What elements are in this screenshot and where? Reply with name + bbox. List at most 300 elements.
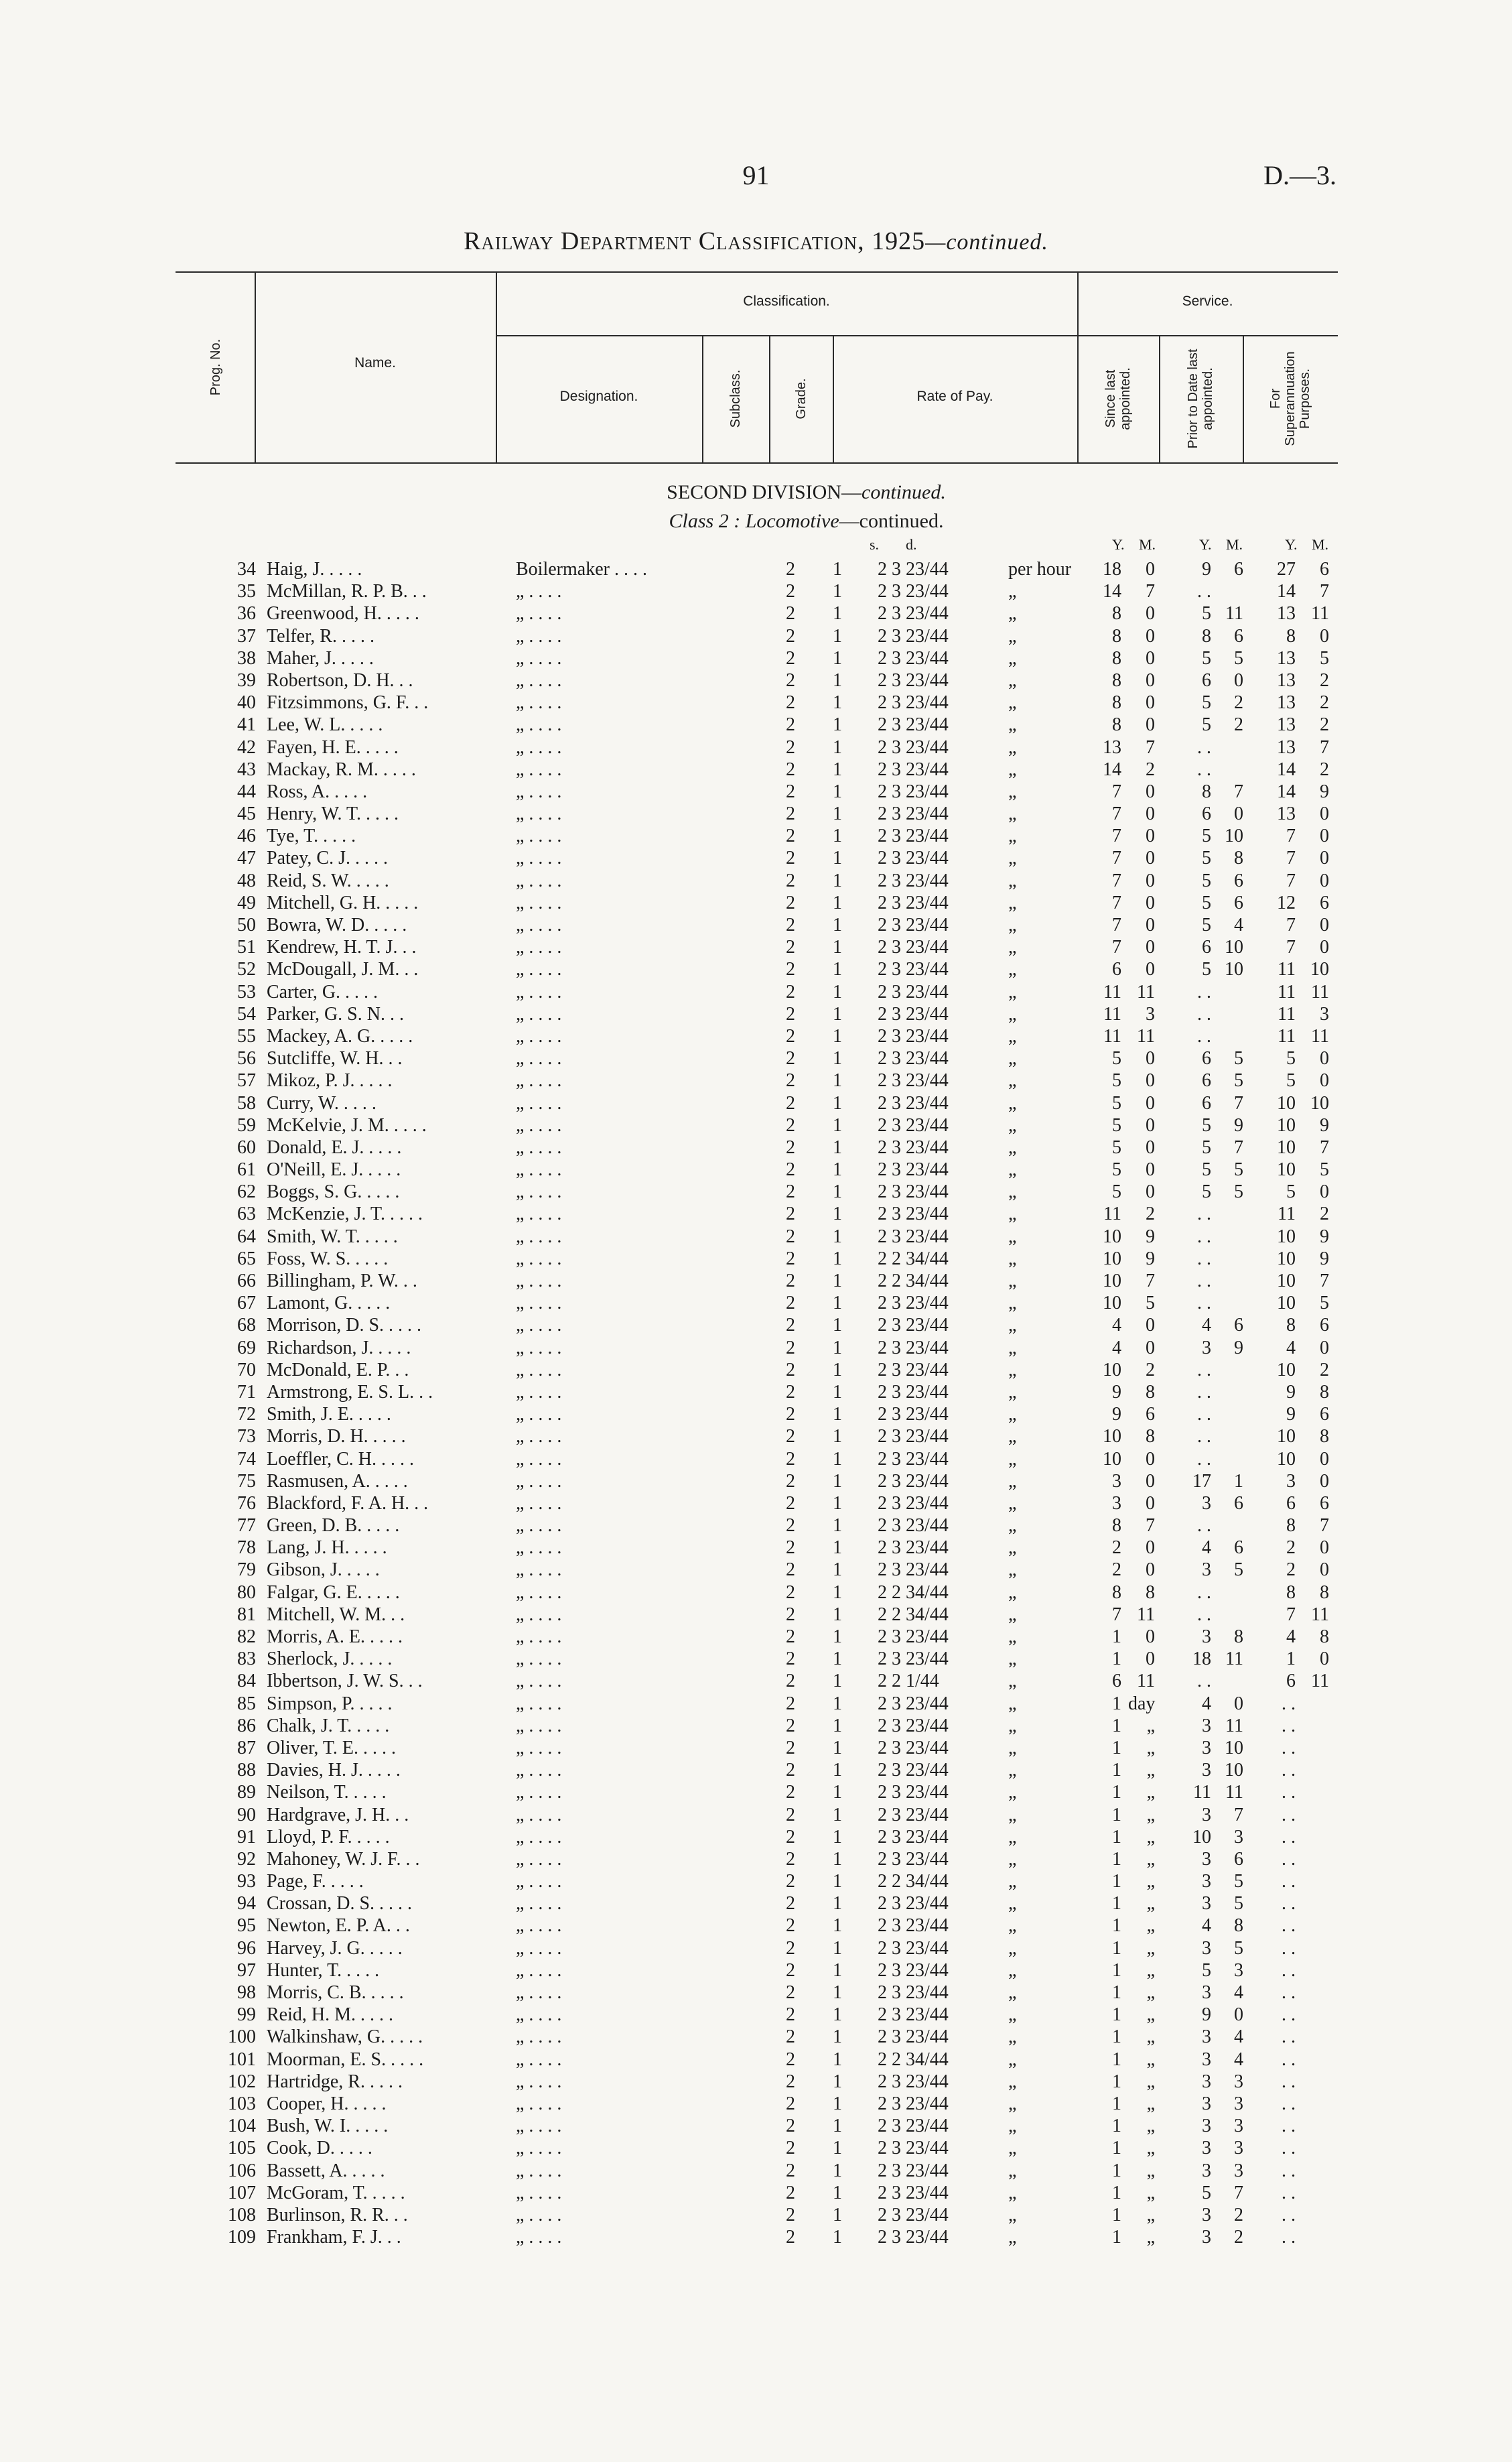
subclass: 2 bbox=[786, 937, 795, 958]
prior-years: . . bbox=[1197, 1604, 1211, 1625]
employee-name: Mitchell, W. M. . . bbox=[267, 1604, 405, 1625]
rate-of-pay: 2 2 34/44 bbox=[878, 1604, 949, 1625]
unit-months-prior: M. bbox=[1226, 536, 1243, 553]
rate-unit: „ bbox=[1008, 1070, 1017, 1092]
super-months: 2 bbox=[1320, 1359, 1329, 1380]
subclass: 2 bbox=[786, 826, 795, 847]
rate-of-pay: 2 3 23/44 bbox=[878, 1782, 949, 1803]
since-months: „ bbox=[1146, 1959, 1155, 1981]
prog-no: 99 bbox=[237, 2004, 256, 2026]
designation: „ . . . . bbox=[516, 2160, 562, 2181]
super-years: . . bbox=[1282, 2182, 1296, 2203]
since-years: 2 bbox=[1112, 1559, 1121, 1581]
super-months: 2 bbox=[1320, 714, 1329, 736]
rate-of-pay: 2 3 23/44 bbox=[878, 870, 949, 891]
rate-unit: „ bbox=[1008, 1515, 1017, 1537]
since-years: 11 bbox=[1103, 1025, 1121, 1047]
designation: „ . . . . bbox=[516, 1515, 562, 1537]
subclass: 2 bbox=[786, 1959, 795, 1981]
super-years: 7 bbox=[1286, 870, 1296, 891]
since-years: 14 bbox=[1103, 759, 1121, 780]
prog-no: 78 bbox=[237, 1537, 256, 1559]
prior-months: 11 bbox=[1225, 1715, 1243, 1736]
employee-name: O'Neill, E. J. . . . . bbox=[267, 1159, 401, 1181]
table-row bbox=[0, 803, 1512, 825]
subclass: 2 bbox=[786, 2204, 795, 2225]
rate-unit: „ bbox=[1008, 714, 1017, 736]
employee-name: Cook, D. . . . . bbox=[267, 2138, 372, 2159]
rate-of-pay: 2 3 23/44 bbox=[878, 1937, 949, 1959]
since-months: „ bbox=[1146, 1737, 1155, 1758]
prior-months: 5 bbox=[1234, 1937, 1243, 1959]
title-continued: —continued. bbox=[925, 230, 1048, 255]
prior-months: 11 bbox=[1225, 1782, 1243, 1803]
subclass: 2 bbox=[786, 1092, 795, 1114]
super-months: 0 bbox=[1320, 803, 1329, 825]
rate-of-pay: 2 3 23/44 bbox=[878, 2227, 949, 2248]
subclass: 2 bbox=[786, 669, 795, 691]
prog-no: 64 bbox=[237, 1226, 256, 1247]
rate-of-pay: 2 3 23/44 bbox=[878, 1537, 949, 1559]
grade: 1 bbox=[833, 1492, 842, 1514]
grade: 1 bbox=[833, 781, 842, 802]
subclass: 2 bbox=[786, 1337, 795, 1358]
prior-years: 3 bbox=[1202, 2071, 1211, 2092]
prog-no: 109 bbox=[228, 2227, 256, 2248]
prior-years: 3 bbox=[1202, 1559, 1211, 1581]
grade: 1 bbox=[833, 1804, 842, 1825]
employee-name: Morris, A. E. . . . . bbox=[267, 1626, 403, 1647]
prior-months: 8 bbox=[1234, 1626, 1243, 1647]
table-row bbox=[0, 1359, 1512, 1381]
page-reference: D.—3. bbox=[1263, 160, 1336, 190]
super-months: 0 bbox=[1320, 1181, 1329, 1203]
super-years: 10 bbox=[1277, 1271, 1296, 1291]
prog-no: 73 bbox=[237, 1426, 256, 1447]
since-years: 18 bbox=[1103, 559, 1121, 580]
table-row bbox=[0, 892, 1512, 914]
grade: 1 bbox=[833, 1092, 842, 1114]
designation: „ . . . . bbox=[516, 1137, 562, 1158]
since-months: 0 bbox=[1146, 870, 1155, 891]
prog-no: 68 bbox=[237, 1315, 256, 1336]
prior-months: 3 bbox=[1234, 2071, 1243, 2092]
super-years: 10 bbox=[1277, 1092, 1296, 1114]
designation: „ . . . . bbox=[516, 1626, 562, 1647]
designation: „ . . . . bbox=[516, 625, 562, 647]
rate-unit: „ bbox=[1008, 1381, 1017, 1403]
super-years: . . bbox=[1282, 2026, 1296, 2048]
prog-no: 54 bbox=[237, 1003, 256, 1025]
designation: „ . . . . bbox=[516, 1226, 562, 1247]
rate-unit: „ bbox=[1008, 2182, 1017, 2203]
since-years: 10 bbox=[1103, 1359, 1121, 1380]
prior-years: . . bbox=[1197, 1426, 1211, 1447]
prior-years: . . bbox=[1197, 1515, 1211, 1537]
subclass: 2 bbox=[786, 1693, 795, 1714]
since-years: 10 bbox=[1103, 1248, 1121, 1269]
since-years: 2 bbox=[1112, 1537, 1121, 1559]
rate-of-pay: 2 3 23/44 bbox=[878, 959, 949, 980]
table-row bbox=[0, 1047, 1512, 1070]
subclass: 2 bbox=[786, 1181, 795, 1203]
prog-no: 76 bbox=[237, 1492, 256, 1514]
prior-years: 5 bbox=[1202, 1181, 1211, 1203]
grade: 1 bbox=[833, 1559, 842, 1581]
table-row bbox=[0, 1959, 1512, 1982]
employee-name: Falgar, G. E. . . . . bbox=[267, 1581, 400, 1603]
prior-years: 3 bbox=[1202, 1337, 1211, 1358]
grade: 1 bbox=[833, 1648, 842, 1670]
grade: 1 bbox=[833, 981, 842, 1002]
subclass: 2 bbox=[786, 1048, 795, 1070]
prog-no: 67 bbox=[237, 1293, 256, 1314]
prior-years: 3 bbox=[1202, 1871, 1211, 1892]
prior-years: . . bbox=[1197, 1293, 1211, 1314]
super-months: 6 bbox=[1320, 1315, 1329, 1336]
prog-no: 50 bbox=[237, 915, 256, 935]
designation: „ . . . . bbox=[516, 669, 562, 691]
table-row bbox=[0, 1181, 1512, 1203]
employee-name: Crossan, D. S. . . . . bbox=[267, 1893, 413, 1915]
grade: 1 bbox=[833, 1114, 842, 1136]
employee-name: Mackay, R. M. . . . . bbox=[267, 759, 416, 780]
designation: „ . . . . bbox=[516, 2071, 562, 2092]
super-months: 11 bbox=[1311, 981, 1329, 1002]
table-row bbox=[0, 736, 1512, 759]
since-years: 8 bbox=[1112, 625, 1121, 647]
since-months: day bbox=[1128, 1693, 1156, 1714]
grade: 1 bbox=[833, 625, 842, 647]
super-months: 9 bbox=[1320, 1248, 1329, 1269]
prior-months: 8 bbox=[1234, 848, 1243, 869]
prog-no: 80 bbox=[237, 1581, 256, 1603]
rate-unit: „ bbox=[1008, 1137, 1017, 1158]
prog-no: 84 bbox=[237, 1671, 256, 1692]
designation: „ . . . . bbox=[516, 826, 562, 847]
col-rule-7 bbox=[1159, 335, 1160, 462]
table-row bbox=[0, 669, 1512, 692]
subclass: 2 bbox=[786, 2160, 795, 2181]
grade: 1 bbox=[833, 1381, 842, 1403]
rate-unit: „ bbox=[1008, 1181, 1017, 1203]
designation: „ . . . . bbox=[516, 1671, 562, 1692]
prior-years: 6 bbox=[1202, 669, 1211, 691]
employee-name: Newton, E. P. A. . . bbox=[267, 1915, 410, 1937]
super-years: 8 bbox=[1286, 625, 1296, 647]
table-row bbox=[0, 1693, 1512, 1715]
designation: „ . . . . bbox=[516, 848, 562, 869]
prior-years: . . bbox=[1197, 1381, 1211, 1403]
designation: „ . . . . bbox=[516, 2204, 562, 2225]
super-months: 9 bbox=[1320, 1226, 1329, 1247]
since-months: 0 bbox=[1146, 1492, 1155, 1514]
rate-unit: „ bbox=[1008, 647, 1017, 669]
super-months: 0 bbox=[1320, 915, 1329, 935]
since-months: 0 bbox=[1146, 915, 1155, 935]
prior-years: 6 bbox=[1202, 1070, 1211, 1092]
table-row bbox=[0, 625, 1512, 647]
subclass: 2 bbox=[786, 848, 795, 869]
super-months: 0 bbox=[1320, 1537, 1329, 1559]
table-row bbox=[0, 2226, 1512, 2248]
rate-of-pay: 2 3 23/44 bbox=[878, 1048, 949, 1070]
subclass: 2 bbox=[786, 981, 795, 1002]
table-row bbox=[0, 981, 1512, 1003]
subclass: 2 bbox=[786, 1271, 795, 1291]
prior-months: 6 bbox=[1234, 870, 1243, 891]
super-months: 11 bbox=[1311, 1604, 1329, 1625]
prior-years: 3 bbox=[1202, 1893, 1211, 1915]
table-row bbox=[0, 1781, 1512, 1803]
prior-months: 8 bbox=[1234, 1915, 1243, 1937]
rate-of-pay: 2 3 23/44 bbox=[878, 1159, 949, 1181]
designation: „ . . . . bbox=[516, 1070, 562, 1092]
super-years: 1 bbox=[1286, 1648, 1296, 1670]
prog-no: 77 bbox=[237, 1515, 256, 1537]
employee-name: Boggs, S. G. . . . . bbox=[267, 1181, 400, 1203]
prior-months: 5 bbox=[1234, 1070, 1243, 1092]
designation: „ . . . . bbox=[516, 1604, 562, 1625]
prior-years: 8 bbox=[1202, 625, 1211, 647]
unit-months-since: M. bbox=[1139, 536, 1156, 553]
subclass: 2 bbox=[786, 1581, 795, 1603]
prior-years: 3 bbox=[1202, 1492, 1211, 1514]
since-years: 5 bbox=[1112, 1137, 1121, 1158]
prog-no: 74 bbox=[237, 1448, 256, 1470]
employee-name: Lang, J. H. . . . . bbox=[267, 1537, 387, 1559]
since-years: 11 bbox=[1103, 1204, 1121, 1225]
designation: „ . . . . bbox=[516, 2182, 562, 2203]
prior-years: 5 bbox=[1202, 959, 1211, 980]
since-years: 6 bbox=[1112, 959, 1121, 980]
super-years: 13 bbox=[1277, 647, 1296, 669]
class-continued: —continued. bbox=[839, 510, 944, 532]
rate-of-pay: 2 3 23/44 bbox=[878, 625, 949, 647]
prog-no: 51 bbox=[237, 937, 256, 958]
prior-years: 5 bbox=[1202, 692, 1211, 714]
since-months: „ bbox=[1146, 1804, 1155, 1825]
table-row bbox=[0, 781, 1512, 803]
employee-name: Morrison, D. S. . . . . bbox=[267, 1315, 422, 1336]
rate-unit: „ bbox=[1008, 1003, 1017, 1025]
since-years: 1 bbox=[1112, 1893, 1121, 1915]
table-row bbox=[0, 2137, 1512, 2159]
rate-unit: „ bbox=[1008, 981, 1017, 1002]
designation: „ . . . . bbox=[516, 1782, 562, 1803]
since-months: „ bbox=[1146, 1893, 1155, 1915]
super-years: 8 bbox=[1286, 1515, 1296, 1537]
rate-of-pay: 2 3 23/44 bbox=[878, 581, 949, 602]
rate-unit: „ bbox=[1008, 959, 1017, 980]
since-months: „ bbox=[1146, 1760, 1155, 1781]
rate-of-pay: 2 3 23/44 bbox=[878, 1470, 949, 1492]
prior-years: 5 bbox=[1202, 647, 1211, 669]
designation: „ . . . . bbox=[516, 603, 562, 625]
since-months: 0 bbox=[1146, 1648, 1155, 1670]
table-row bbox=[0, 1292, 1512, 1314]
rate-of-pay: 2 2 34/44 bbox=[878, 1271, 949, 1291]
col-rule-8 bbox=[1243, 335, 1244, 462]
since-months: 0 bbox=[1146, 1470, 1155, 1492]
table-row bbox=[0, 1425, 1512, 1447]
subclass: 2 bbox=[786, 1448, 795, 1470]
employee-name: Carter, G. . . . . bbox=[267, 981, 379, 1002]
employee-name: Fitzsimmons, G. F. . . bbox=[267, 692, 429, 714]
super-years: 14 bbox=[1277, 759, 1296, 780]
employee-name: Sutcliffe, W. H. . . bbox=[267, 1048, 403, 1070]
since-months: „ bbox=[1146, 2026, 1155, 2048]
subclass: 2 bbox=[786, 1404, 795, 1425]
prior-years: 3 bbox=[1202, 2204, 1211, 2225]
rate-of-pay: 2 3 23/44 bbox=[878, 2093, 949, 2114]
since-years: 1 bbox=[1112, 1915, 1121, 1937]
subclass: 2 bbox=[786, 1515, 795, 1537]
designation: „ . . . . bbox=[516, 1760, 562, 1781]
prior-months: 4 bbox=[1234, 1982, 1243, 2003]
since-months: „ bbox=[1146, 2138, 1155, 2159]
prior-years: 3 bbox=[1202, 1715, 1211, 1736]
prior-years: 11 bbox=[1193, 1782, 1211, 1803]
prog-no: 100 bbox=[228, 2026, 256, 2048]
since-months: „ bbox=[1146, 1982, 1155, 2003]
rate-of-pay: 2 3 23/44 bbox=[878, 1737, 949, 1758]
rate-unit: „ bbox=[1008, 1871, 1017, 1892]
employee-name: Rasmusen, A. . . . . bbox=[267, 1470, 408, 1492]
table-row bbox=[0, 2204, 1512, 2226]
prior-months: 9 bbox=[1234, 1337, 1243, 1358]
since-years: 1 bbox=[1112, 2049, 1121, 2070]
subclass: 2 bbox=[786, 892, 795, 913]
super-years: 11 bbox=[1278, 1204, 1296, 1225]
since-years: 11 bbox=[1103, 981, 1121, 1002]
unit-years-super: Y. bbox=[1285, 536, 1298, 553]
employee-name: Hardgrave, J. H. . . bbox=[267, 1804, 409, 1825]
subclass: 2 bbox=[786, 1648, 795, 1670]
prior-years: . . bbox=[1197, 1025, 1211, 1047]
super-months: 0 bbox=[1320, 1048, 1329, 1070]
table-row bbox=[0, 1581, 1512, 1604]
rate-of-pay: 2 3 23/44 bbox=[878, 1359, 949, 1380]
rate-of-pay: 2 3 23/44 bbox=[878, 1959, 949, 1981]
grade: 1 bbox=[833, 915, 842, 935]
employee-name: Richardson, J. . . . . bbox=[267, 1337, 411, 1358]
grade: 1 bbox=[833, 1003, 842, 1025]
prog-no: 63 bbox=[237, 1204, 256, 1225]
rate-unit: „ bbox=[1008, 781, 1017, 802]
designation: „ . . . . bbox=[516, 1404, 562, 1425]
super-months: 10 bbox=[1310, 1092, 1329, 1114]
since-months: 11 bbox=[1137, 1025, 1155, 1047]
prog-no: 93 bbox=[237, 1871, 256, 1892]
since-months: 0 bbox=[1146, 625, 1155, 647]
prior-months: 11 bbox=[1225, 1648, 1243, 1670]
employee-name: Robertson, D. H. . . bbox=[267, 669, 413, 691]
prior-months: 5 bbox=[1234, 1893, 1243, 1915]
prog-no: 52 bbox=[237, 959, 256, 980]
since-years: 8 bbox=[1112, 603, 1121, 625]
since-months: 8 bbox=[1146, 1381, 1155, 1403]
employee-name: Henry, W. T. . . . . bbox=[267, 803, 399, 825]
rate-of-pay: 2 3 23/44 bbox=[878, 2116, 949, 2137]
prior-years: 3 bbox=[1202, 1982, 1211, 2003]
since-months: 11 bbox=[1137, 981, 1155, 1002]
since-years: 1 bbox=[1112, 1760, 1121, 1781]
super-years: 27 bbox=[1277, 559, 1296, 580]
grade: 1 bbox=[833, 1470, 842, 1492]
super-years: 14 bbox=[1277, 581, 1296, 602]
rate-of-pay: 2 3 23/44 bbox=[878, 781, 949, 802]
table-row bbox=[0, 1514, 1512, 1537]
designation: „ . . . . bbox=[516, 1915, 562, 1937]
since-years: 14 bbox=[1103, 581, 1121, 602]
designation: Boilermaker . . . . bbox=[516, 559, 647, 580]
since-years: 1 bbox=[1112, 1826, 1121, 1848]
grade: 1 bbox=[833, 669, 842, 691]
rate-unit: „ bbox=[1008, 2049, 1017, 2070]
grade: 1 bbox=[833, 1293, 842, 1314]
employee-name: Sherlock, J. . . . . bbox=[267, 1648, 393, 1670]
prior-months: 5 bbox=[1234, 1048, 1243, 1070]
employee-name: McKelvie, J. M. . . . . bbox=[267, 1114, 427, 1136]
prog-no: 56 bbox=[237, 1048, 256, 1070]
prior-months: 2 bbox=[1234, 2204, 1243, 2225]
rate-unit: „ bbox=[1008, 1159, 1017, 1181]
rate-unit: „ bbox=[1008, 1848, 1017, 1870]
rate-of-pay: 2 3 23/44 bbox=[878, 1404, 949, 1425]
header-rate: Rate of Pay. bbox=[916, 389, 993, 404]
super-years: 3 bbox=[1286, 1470, 1296, 1492]
since-months: 0 bbox=[1146, 1626, 1155, 1647]
prog-no: 87 bbox=[237, 1737, 256, 1758]
since-months: „ bbox=[1146, 1937, 1155, 1959]
subclass: 2 bbox=[786, 1804, 795, 1825]
rate-of-pay: 2 3 23/44 bbox=[878, 1114, 949, 1136]
prior-months: 7 bbox=[1234, 2182, 1243, 2203]
designation: „ . . . . bbox=[516, 781, 562, 802]
table-row bbox=[0, 2182, 1512, 2204]
prog-no: 43 bbox=[237, 759, 256, 780]
prog-no: 37 bbox=[237, 625, 256, 647]
super-months: 7 bbox=[1320, 1137, 1329, 1158]
rate-of-pay: 2 3 23/44 bbox=[878, 647, 949, 669]
grade: 1 bbox=[833, 1315, 842, 1336]
rate-of-pay: 2 3 23/44 bbox=[878, 1070, 949, 1092]
prior-years: 5 bbox=[1202, 892, 1211, 913]
rate-of-pay: 2 3 23/44 bbox=[878, 1804, 949, 1825]
page-title bbox=[0, 226, 1512, 256]
rate-unit: „ bbox=[1008, 1937, 1017, 1959]
header-prior-to: Prior to Date last appointed. bbox=[1186, 348, 1215, 449]
rate-unit: „ bbox=[1008, 1581, 1017, 1603]
super-years: 7 bbox=[1286, 937, 1296, 958]
employee-name: Mikoz, P. J. . . . . bbox=[267, 1070, 393, 1092]
prior-months: 3 bbox=[1234, 1959, 1243, 1981]
prog-no: 89 bbox=[237, 1782, 256, 1803]
since-years: 9 bbox=[1112, 1404, 1121, 1425]
table-row bbox=[0, 870, 1512, 892]
prior-months: 4 bbox=[1234, 915, 1243, 935]
employee-name: McKenzie, J. T. . . . . bbox=[267, 1204, 423, 1225]
subclass: 2 bbox=[786, 1114, 795, 1136]
employee-name: Smith, J. E. . . . . bbox=[267, 1404, 391, 1425]
prior-years: 5 bbox=[1202, 714, 1211, 736]
prior-years: . . bbox=[1197, 1359, 1211, 1380]
subclass: 2 bbox=[786, 1359, 795, 1380]
since-years: 8 bbox=[1112, 1515, 1121, 1537]
since-years: 10 bbox=[1103, 1426, 1121, 1447]
prior-months: 0 bbox=[1234, 2004, 1243, 2026]
